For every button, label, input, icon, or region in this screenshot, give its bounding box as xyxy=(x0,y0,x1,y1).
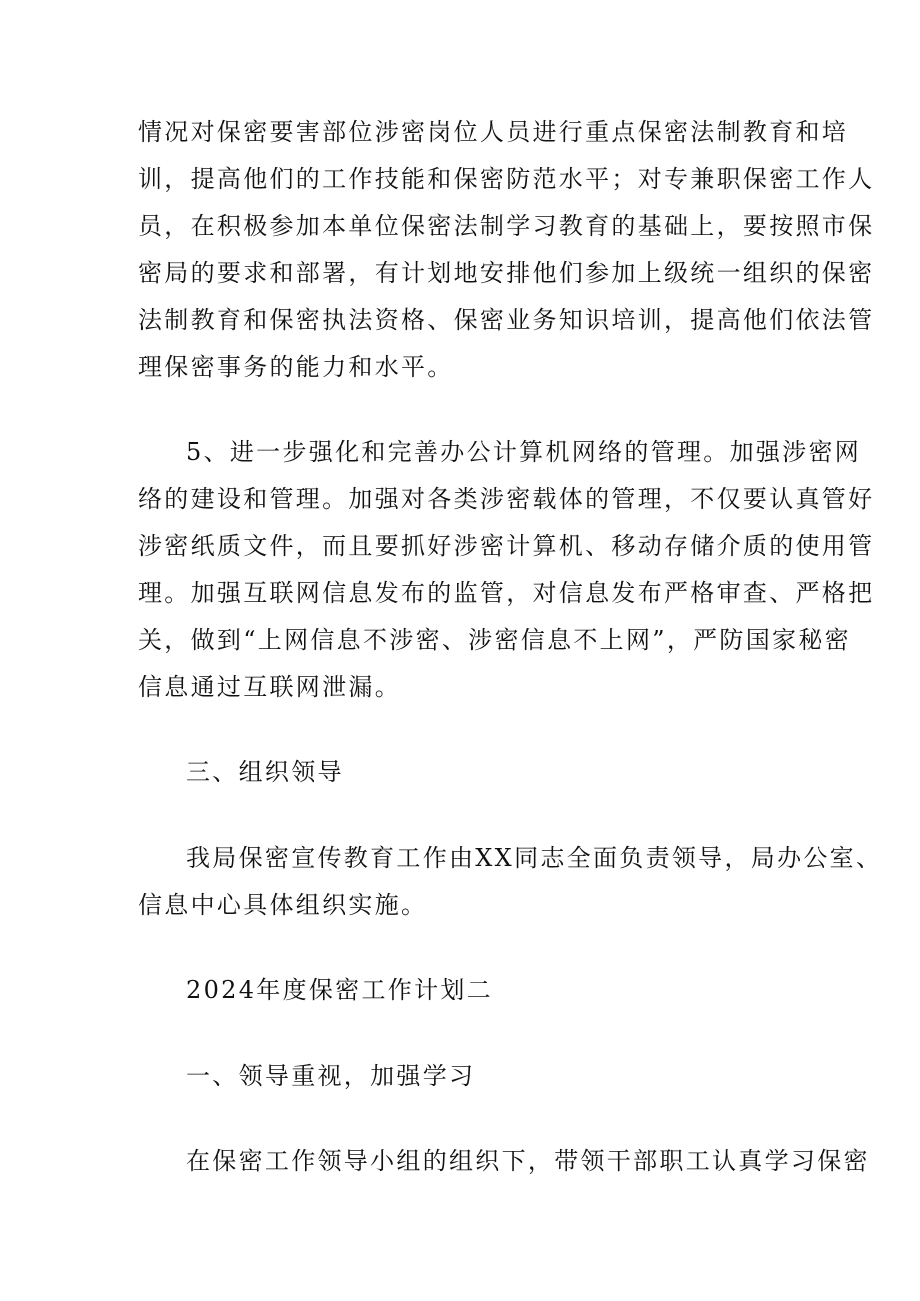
text-line: 涉密纸质文件，而且要抓好涉密计算机、移动存储介质的使用管 xyxy=(138,532,875,560)
text-line: 5、进一步强化和完善办公计算机网络的管理。加强涉密网 xyxy=(186,438,862,466)
text-line: 信息通过互联网泄漏。 xyxy=(138,673,401,701)
section-heading-leadership: 一、领导重视，加强学习 xyxy=(186,1062,476,1090)
text-line: 理保密事务的能力和水平。 xyxy=(138,353,454,381)
text-line: 关，做到“上网信息不涉密、涉密信息不上网”，严防国家秘密 xyxy=(138,626,851,654)
text-line: 在保密工作领导小组的组织下，带领干部职工认真学习保密 xyxy=(186,1147,870,1175)
text-line: 我局保密宣传教育工作由XX同志全面负责领导，局办公室、 xyxy=(186,844,883,872)
text-line: 信息中心具体组织实施。 xyxy=(138,891,428,919)
text-line: 法制教育和保密执法资格、保密业务知识培训，提高他们依法管 xyxy=(138,306,875,334)
text-line: 员，在积极参加本单位保密法制学习教育的基础上，要按照市保 xyxy=(138,212,875,240)
text-line: 络的建设和管理。加强对各类涉密载体的管理，不仅要认真管好 xyxy=(138,485,875,513)
plan-title: 2024年度保密工作计划二 xyxy=(186,976,493,1004)
text-line: 训，提高他们的工作技能和保密防范水平；对专兼职保密工作人 xyxy=(138,165,875,193)
text-line: 情况对保密要害部位涉密岗位人员进行重点保密法制教育和培 xyxy=(138,118,849,146)
text-line: 理。加强互联网信息发布的监管，对信息发布严格审查、严格把 xyxy=(138,579,875,607)
section-heading-organization: 三、组织领导 xyxy=(186,758,344,786)
text-line: 密局的要求和部署，有计划地安排他们参加上级统一组织的保密 xyxy=(138,259,875,287)
